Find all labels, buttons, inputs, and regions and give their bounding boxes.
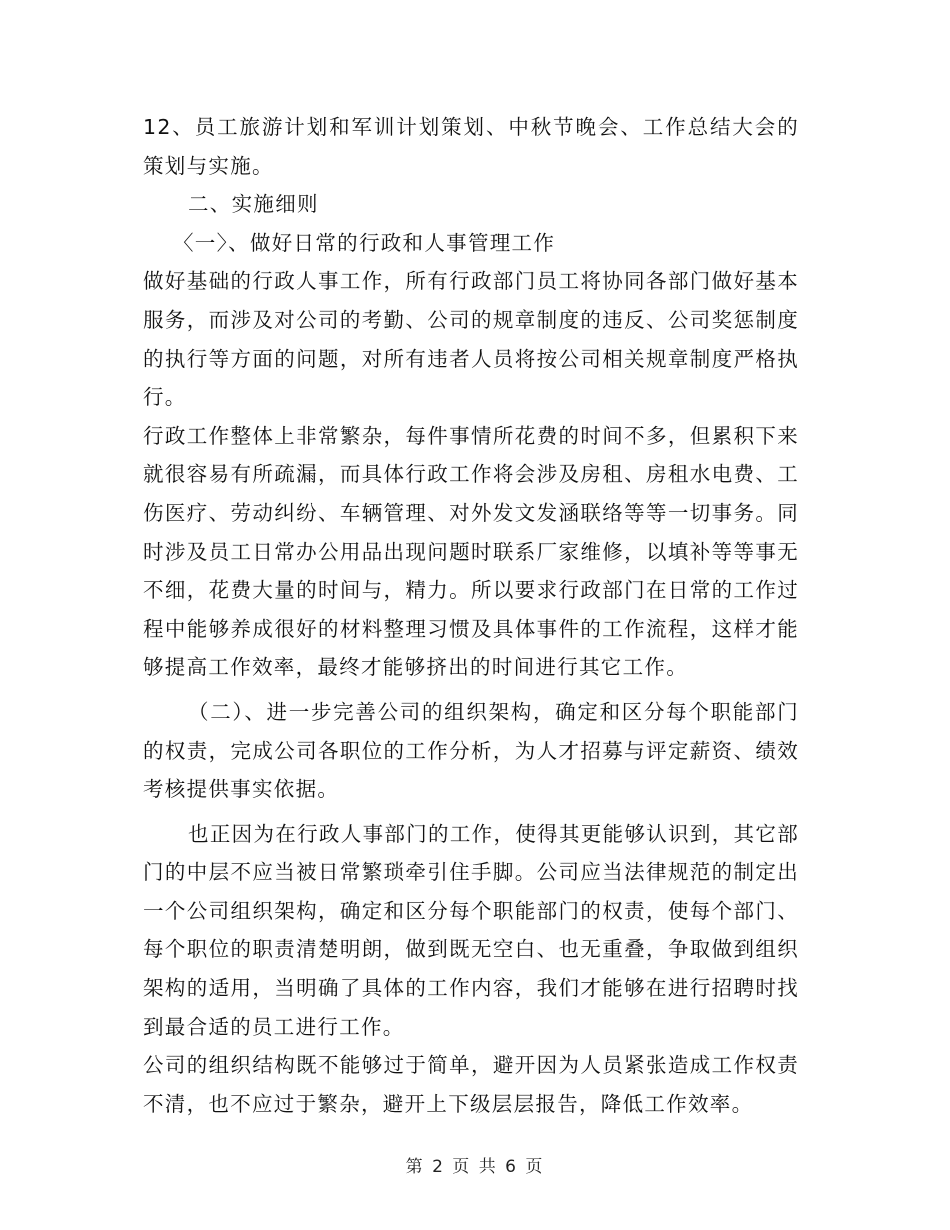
subsection-heading-2: （二）、进一步完善公司的组织架构，确定和区分每个职能部门的权责，完成公司各职位的工作分析，为人才招募与评定薪资、绩效考核提供事实依据。 <box>143 699 799 802</box>
paragraph-item-12: 12、员工旅游计划和军训计划策划、中秋节晚会、工作总结大会的策划与实施。 <box>143 115 799 178</box>
paragraph-org-structure: 也正因为在行政人事部门的工作，使得其更能够认识到，其它部门的中层不应当被日常繁琐牵引住手脚。公司应当法律规范的制定出一个公司组织架构，确定和区分每个职能部门的权责，使每个部门、每个职位的职责清楚明朗，做到既无空白、也无重叠，争取做到组织架构的适用，当明确了具体的工作内容，我们才能够在进行招聘时找到最合适的员工进行工作。 <box>143 821 799 1039</box>
page-number-footer: 第 2 页 共 6 页 <box>405 1157 545 1177</box>
section-heading-implementation: 二、实施细则 <box>188 192 319 217</box>
document-body <box>143 108 799 1123</box>
paragraph-admin-work: 行政工作整体上非常繁杂，每件事情所花费的时间不多，但累积下来就很容易有所疏漏，而具体行政工作将会涉及房租、房租水电费、工伤医疗、劳动纠纷、车辆管理、对外发文发涵联络等等一切事务。同时涉及员工日常办公用品出现问题时联系厂家维修，以填补等等事无不细，花费大量的时间与，精力。所以要求行政部门在日常的工作过程中能够养成很好的材料整理习惯及具体事件的工作流程，这样才能够提高工作效率，最终才能够挤出的时间进行其它工作。 <box>143 423 799 680</box>
paragraph-org-simplicity: 公司的组织结构既不能够过于简单，避开因为人员紧张造成工作权责不清，也不应过于繁杂，避开上下级层层报告，降低工作效率。 <box>143 1053 799 1116</box>
paragraph-basic-admin: 做好基础的行政人事工作，所有行政部门员工将协同各部门做好基本服务，而涉及对公司的考勤、公司的规章制度的违反、公司奖惩制度的执行等方面的问题，对所有违者人员将按公司相关规章制度严格执行。 <box>143 269 799 410</box>
subsection-heading-1: 〈一〉、做好日常的行政和人事管理工作 <box>173 230 556 255</box>
